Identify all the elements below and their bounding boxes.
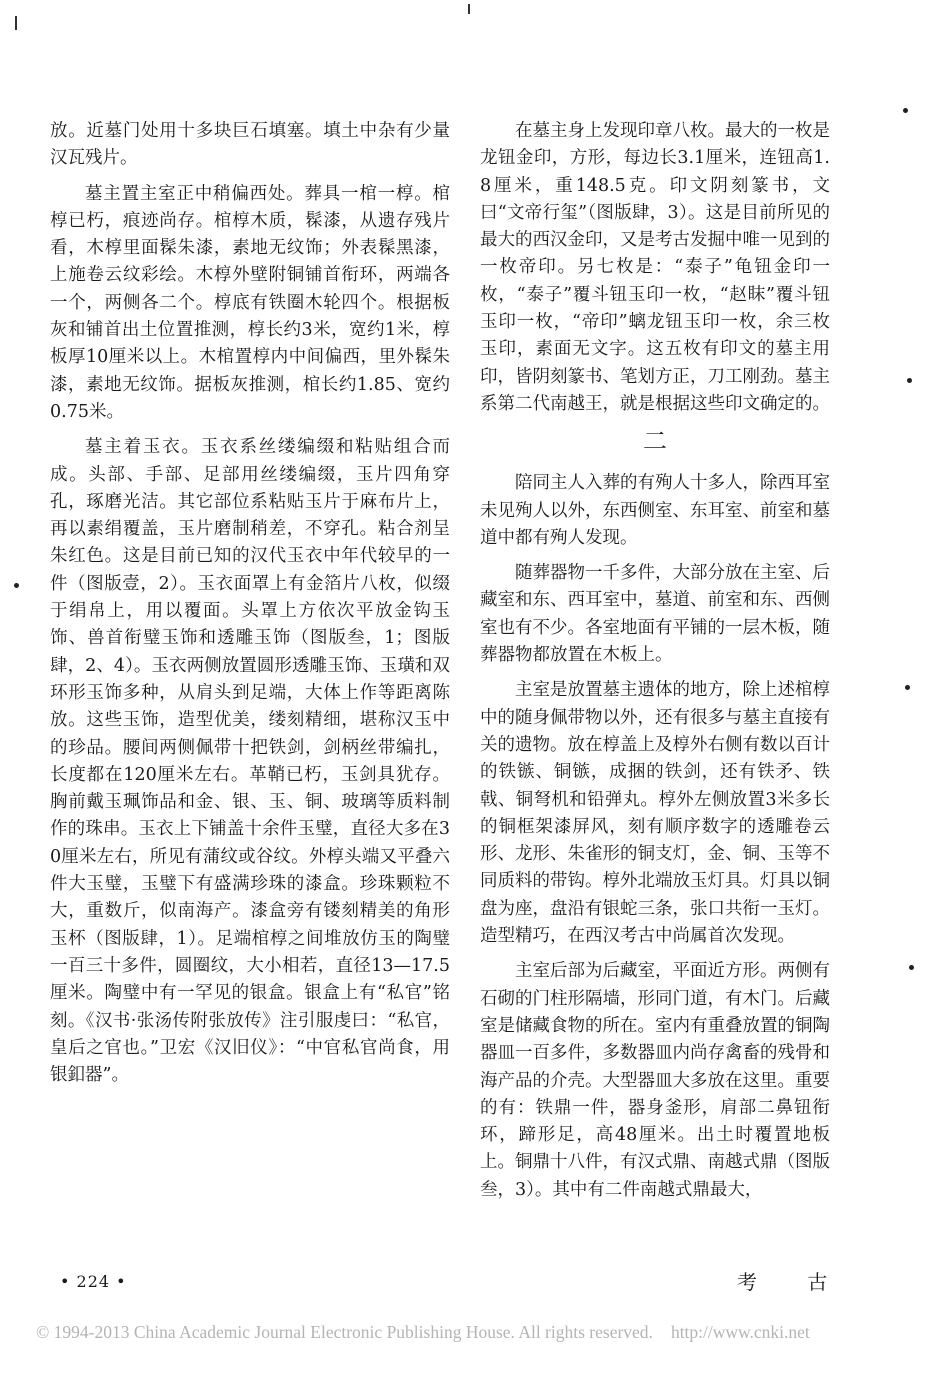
copyright-text: © 1994-2013 China Academic Journal Electronic Publishing House. All rights reserved. bbox=[36, 1322, 653, 1342]
paragraph-burial-objects: 随葬器物一千多件，大部分放在主室、后藏室和东、西耳室中，墓道、前室和东、西侧室也有不少。各室地面有平铺的一层木板，随葬器物都放置在木板上。 bbox=[480, 563, 830, 666]
section-number-heading: 二 bbox=[643, 427, 667, 456]
scan-artifact-mark bbox=[907, 378, 912, 383]
cnki-url[interactable]: http://www.cnki.net bbox=[670, 1322, 810, 1342]
paragraph-jade-burial-suit: 墓主着玉衣。玉衣系丝缕编缀和粘贴组合而成。头部、手部、足部用丝缕编缀，玉片四角穿孔，琢磨光洁。其它部位系粘贴玉片于麻布片上，再以素绢覆盖，玉片磨制稍差，不穿孔。粘合剂呈朱红色。这是目前已知的汉代玉衣中年代较早的一件（图版壹，2）。玉衣面罩上有金箔片八枚，似缀于绢帛上，用以覆面。头罩上方依次平放金钩玉饰、兽首衔璧玉饰和透雕玉饰（图版叁，1；图版肆，2、4）。玉衣两侧放置圆形透雕玉饰、玉璜和双环形玉饰多种，从肩头到足端，大体上作等距离陈放。这些玉饰，造型优美，缕刻精细，堪称汉玉中的珍品。腰间两侧佩带十把铁剑，剑柄丝带编扎，长度都在120厘米左右。革鞘已朽，玉剑具犹存。胸前戴玉珮饰品和金、银、玉、铜、玻璃等质料制作的珠串。玉衣上下铺盖十余件玉璧，直径大多在30厘米左右，所见有蒲纹或谷纹。外椁头端又平叠六件大玉璧，玉璧下有盛满珍珠的漆盒。珍珠颗粒不大，重数斤，似南海产。漆盒旁有镂刻精美的角形玉杯（图版肆，1）。足端棺椁之间堆放仿玉的陶璧一百三十多件，圆圈纹，大小相若，直径13—17.5厘米。陶璧中有一罕见的银盒。银盒上有“私官”铭刻。《汉书·张汤传附张放传》注引服虔曰：“私官，皇后之官也。”卫宏《汉旧仪》：“中官私官尚食，用银釦器”。 bbox=[50, 437, 450, 1086]
copyright-footer bbox=[36, 1322, 936, 1343]
scan-artifact-mark bbox=[468, 4, 470, 14]
page-number: • 224 • bbox=[60, 1272, 127, 1291]
scan-artifact-mark bbox=[14, 583, 19, 588]
paragraph-seals: 在墓主身上发现印章八枚。最大的一枚是龙钮金印，方形，每边长3.1厘米，连钮高1.8厘米，重148.5克。印文阴刻篆书，文曰“文帝行玺”（图版肆，3）。这是目前所见的最大的西汉金印，又是考古发掘中唯一见到的一枚帝印。另七枚是：“泰子”龟钮金印一枚，“泰子”覆斗钮玉印一枚，“赵眜”覆斗钮玉印一枚，“帝印”螭龙钮玉印一枚，余三枚玉印，素面无文字。这五枚有印文的墓主用印，皆阴刻篆书、笔划方正，刀工刚劲。墓主系第二代南越王，就是根据这些印文确定的。 bbox=[480, 121, 830, 414]
journal-name: 考 古 bbox=[737, 1270, 850, 1294]
paragraph-main-chamber: 主室是放置墓主遗体的地方，除上述棺椁中的随身佩带物以外，还有很多与墓主直接有关的遗物。放在椁盖上及椁外右侧有数以百计的铁镞、铜镞，成捆的铁剑，还有铁矛、铁戟、铜弩机和铅弹丸。椁外左侧放置3米多长的铜框架漆屏风，刻有顺序数字的透雕卷云形、龙形、朱雀形的铜支灯，金、铜、玉等不同质料的带钩。椁外北端放玉灯具。灯具以铜盘为座，盘沿有银蛇三条，张口共衔一玉灯。造型精巧，在西汉考古中尚属首次发现。 bbox=[480, 680, 830, 947]
paragraph-sacrificed-attendants: 陪同主人入葬的有殉人十多人，除西耳室未见殉人以外，东西侧室、东耳室、前室和墓道中都有殉人发现。 bbox=[480, 473, 830, 548]
paragraph-coffin-and-outer-coffin: 墓主置主室正中稍偏西处。葬具一棺一椁。棺椁已朽，痕迹尚存。棺椁木质，髹漆，从遗存残片看，木椁里面髹朱漆，素地无纹饰；外表髹黑漆，上施卷云纹彩绘。木椁外壁附铜铺首衔环，两端各一个，两侧各二个。椁底有铁圈木轮四个。根据板灰和铺首出土位置推测，椁长约3米，宽约1米，椁板厚10厘米以上。木棺置椁内中间偏西，里外髹朱漆，素地无纹饰。据板灰推测，棺长约1.85、宽约0.75米。 bbox=[50, 183, 450, 422]
scan-artifact-mark bbox=[903, 108, 908, 113]
left-text-column bbox=[50, 118, 450, 1097]
paragraph-rear-storage-chamber: 主室后部为后藏室，平面近方形。两侧有石砌的门柱形隔墙，形同门道，有木门。后藏室是储藏食物的所在。室内有重叠放置的铜陶器皿一百多件，多数器皿内尚存禽畜的残骨和海产品的介壳。大型器皿大多放在这里。重要的有：铁鼎一件，器身釜形，肩部二鼻钮衔环，蹄形足，高48厘米。出土时覆置地板上。铜鼎十八件，有汉式鼎、南越式鼎（图版叁，3）。其中有二件南越式鼎最大， bbox=[480, 961, 830, 1200]
scan-artifact-mark bbox=[909, 965, 914, 970]
right-text-column bbox=[480, 118, 830, 1212]
paragraph-tomb-door-fill: 放。近墓门处用十多块巨石填塞。填土中杂有少量汉瓦残片。 bbox=[50, 121, 450, 169]
scan-artifact-mark bbox=[905, 685, 910, 690]
scan-artifact-mark bbox=[15, 16, 17, 30]
